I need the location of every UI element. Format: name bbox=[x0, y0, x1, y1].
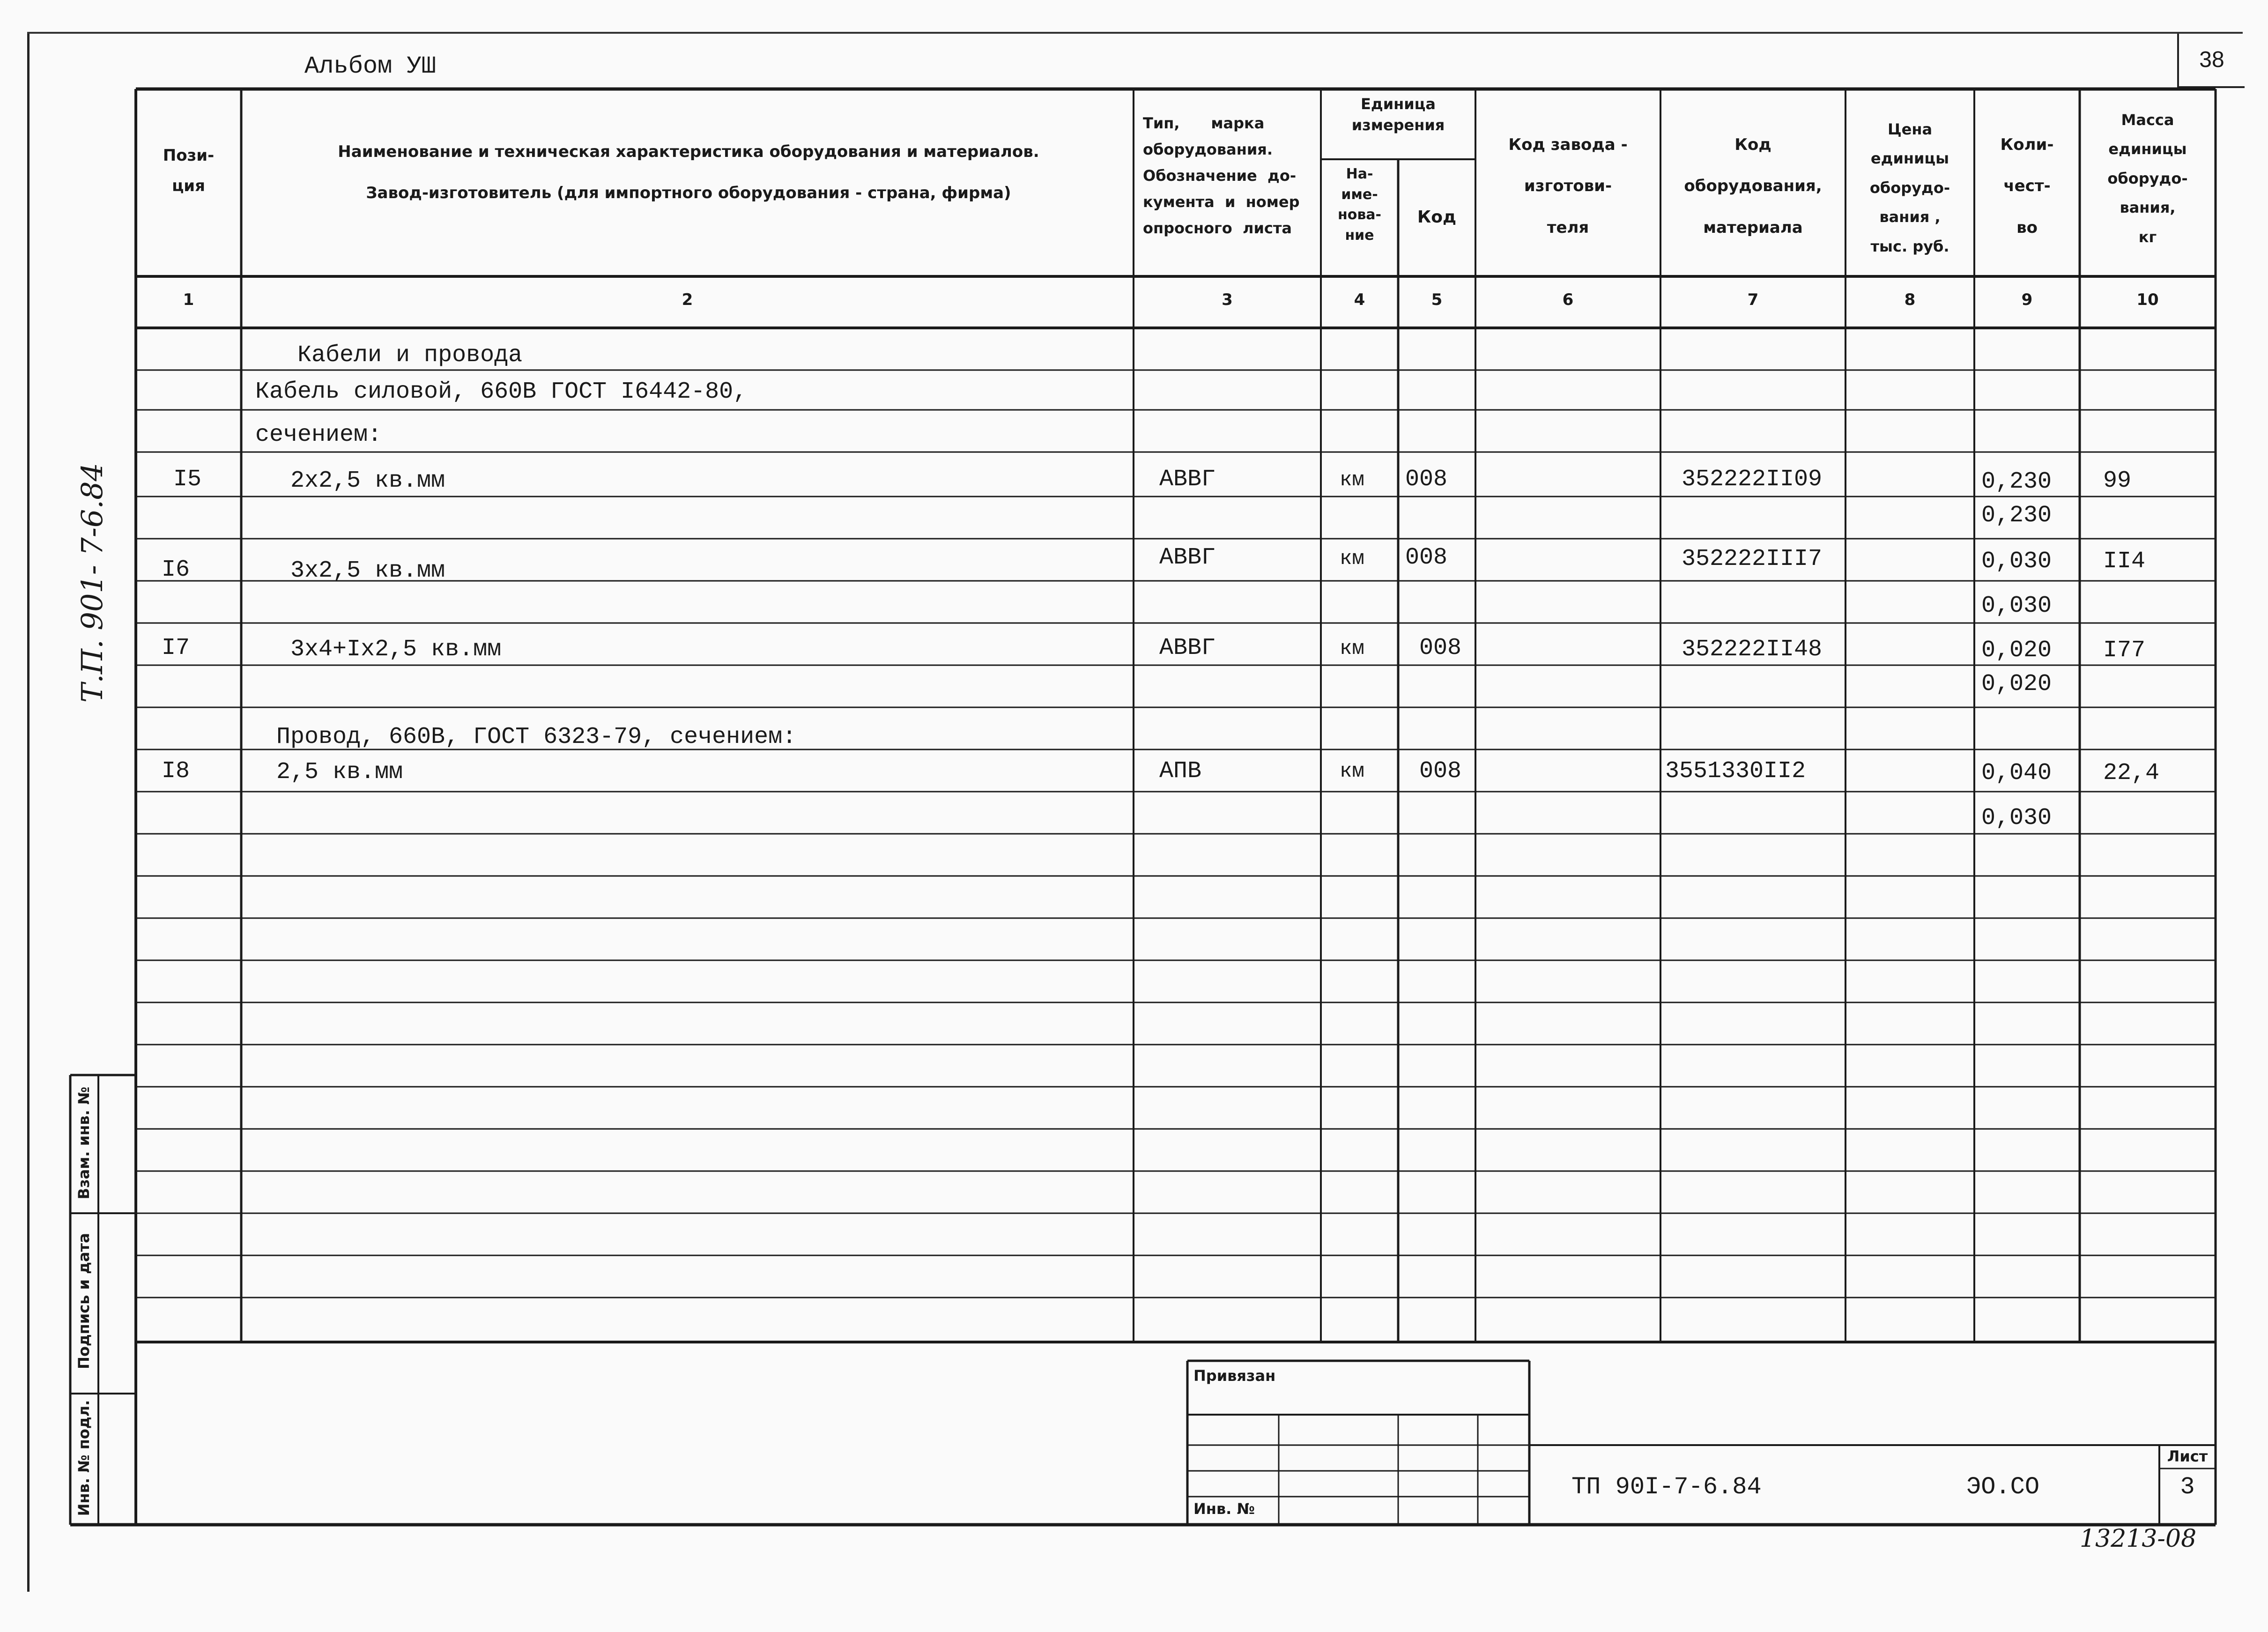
row-7-unit: км bbox=[1340, 637, 1364, 660]
header-col-6: Код завода - изготови- теля bbox=[1508, 135, 1628, 237]
side-vzam-inv: Взам. инв. № bbox=[75, 1086, 93, 1200]
row-3-unit: км bbox=[1340, 468, 1364, 492]
page-number: 38 bbox=[2199, 47, 2224, 72]
row-10-equip: 3551330II2 bbox=[1665, 758, 1806, 785]
row-11-qty: 0,030 bbox=[1981, 805, 2052, 831]
row-5-pos: I6 bbox=[162, 556, 190, 583]
row-6-qty: 0,030 bbox=[1981, 593, 2052, 619]
doc-code: ТП 90I-7-6.84 bbox=[1571, 1473, 1762, 1501]
row-10-code: 008 bbox=[1419, 758, 1462, 785]
row-7-name: 3х4+Iх2,5 кв.мм bbox=[262, 636, 502, 663]
archive-number: 13213-08 bbox=[2080, 1525, 2197, 1553]
row-10-pos: I8 bbox=[162, 758, 190, 785]
row-3-qty: 0,230 bbox=[1981, 468, 2052, 495]
row-10-qty: 0,040 bbox=[1981, 760, 2052, 786]
header-col-5: Код bbox=[1417, 208, 1457, 227]
row-5-type: АВВГ bbox=[1159, 544, 1216, 571]
row-5-qty: 0,030 bbox=[1981, 548, 2052, 575]
col-num-7: 7 bbox=[1747, 290, 1759, 309]
inv-no-label: Инв. № bbox=[1193, 1500, 1255, 1518]
header-col-3: Тип, марка оборудования. Обозначение до- кумента и номер опросного листа bbox=[1143, 114, 1300, 237]
album-title: Альбом УШ bbox=[304, 52, 436, 80]
row-9-name: Провод, 660В, ГОСТ 6323-79, сечением: bbox=[262, 724, 797, 750]
row-1-name: Кабель силовой, 660В ГОСТ I6442-80, bbox=[255, 378, 748, 405]
header-col-10: Масса единицы оборудо- вания, кг bbox=[2107, 111, 2188, 246]
row-7-mass: I77 bbox=[2103, 637, 2146, 664]
col-num-5: 5 bbox=[1431, 290, 1443, 309]
privyazan-label: Привязан bbox=[1193, 1367, 1276, 1385]
row-2-name: сечением: bbox=[255, 422, 382, 448]
col-num-1: 1 bbox=[183, 290, 194, 309]
side-inv-podl: Инв. № подл. bbox=[75, 1400, 93, 1516]
side-handwritten-code: Т.П. 901- 7-6.84 bbox=[75, 463, 109, 703]
header-col-4: На- име- нова- ние bbox=[1337, 166, 1382, 244]
col-num-9: 9 bbox=[2021, 290, 2033, 309]
row-5-name: 3х2,5 кв.мм bbox=[262, 557, 445, 584]
col-num-6: 6 bbox=[1562, 290, 1574, 309]
row-10-mass: 22,4 bbox=[2103, 760, 2160, 786]
row-3-type: АВВГ bbox=[1159, 466, 1216, 493]
row-7-code: 008 bbox=[1419, 635, 1462, 661]
row-4-qty: 0,230 bbox=[1981, 502, 2052, 529]
row-3-equip: 352222II09 bbox=[1682, 466, 1823, 493]
header-col-8: Цена единицы оборудо- вания , тыс. руб. bbox=[1869, 120, 1950, 255]
row-5-unit: км bbox=[1340, 547, 1364, 571]
side-podpis-data: Подпись и дата bbox=[75, 1233, 93, 1369]
row-3-code: 008 bbox=[1405, 466, 1448, 493]
col-num-8: 8 bbox=[1904, 290, 1916, 309]
header-col-1: Пози- ция bbox=[163, 146, 215, 195]
col-num-3: 3 bbox=[1222, 290, 1233, 309]
row-10-name: 2,5 кв.мм bbox=[262, 759, 403, 786]
header-unit-group: Единица измерения bbox=[1351, 95, 1445, 134]
header-col-2: Наименование и техническая характеристика оборудования и материалов. Завод-изготовитель (для импортного оборудования - страна, фирма) bbox=[338, 142, 1039, 203]
col-num-2: 2 bbox=[682, 290, 693, 309]
row-3-name: 2х2,5 кв.мм bbox=[262, 467, 445, 494]
row-3-mass: 99 bbox=[2103, 467, 2132, 494]
sheet-label: Лист bbox=[2167, 1447, 2208, 1465]
sheet-number: 3 bbox=[2180, 1473, 2195, 1501]
col-num-4: 4 bbox=[1354, 290, 1365, 309]
row-7-type: АВВГ bbox=[1159, 635, 1216, 661]
row-5-code: 008 bbox=[1405, 544, 1448, 571]
row-10-type: АПВ bbox=[1159, 758, 1202, 785]
row-5-mass: II4 bbox=[2103, 548, 2146, 575]
col-num-10: 10 bbox=[2136, 290, 2159, 309]
row-0-name: Кабели и провода bbox=[255, 342, 523, 369]
row-7-pos: I7 bbox=[162, 635, 190, 661]
row-3-pos: I5 bbox=[173, 466, 202, 493]
row-7-qty: 0,020 bbox=[1981, 637, 2052, 664]
row-8-qty: 0,020 bbox=[1981, 671, 2052, 697]
row-7-equip: 352222II48 bbox=[1682, 636, 1823, 663]
header-col-7: Код оборудования, материала bbox=[1684, 135, 1822, 237]
row-5-equip: 352222III7 bbox=[1682, 546, 1823, 572]
row-10-unit: км bbox=[1340, 760, 1364, 783]
section-code: ЭО.СО bbox=[1966, 1473, 2040, 1501]
header-col-9: Коли- чест- во bbox=[2000, 135, 2054, 237]
